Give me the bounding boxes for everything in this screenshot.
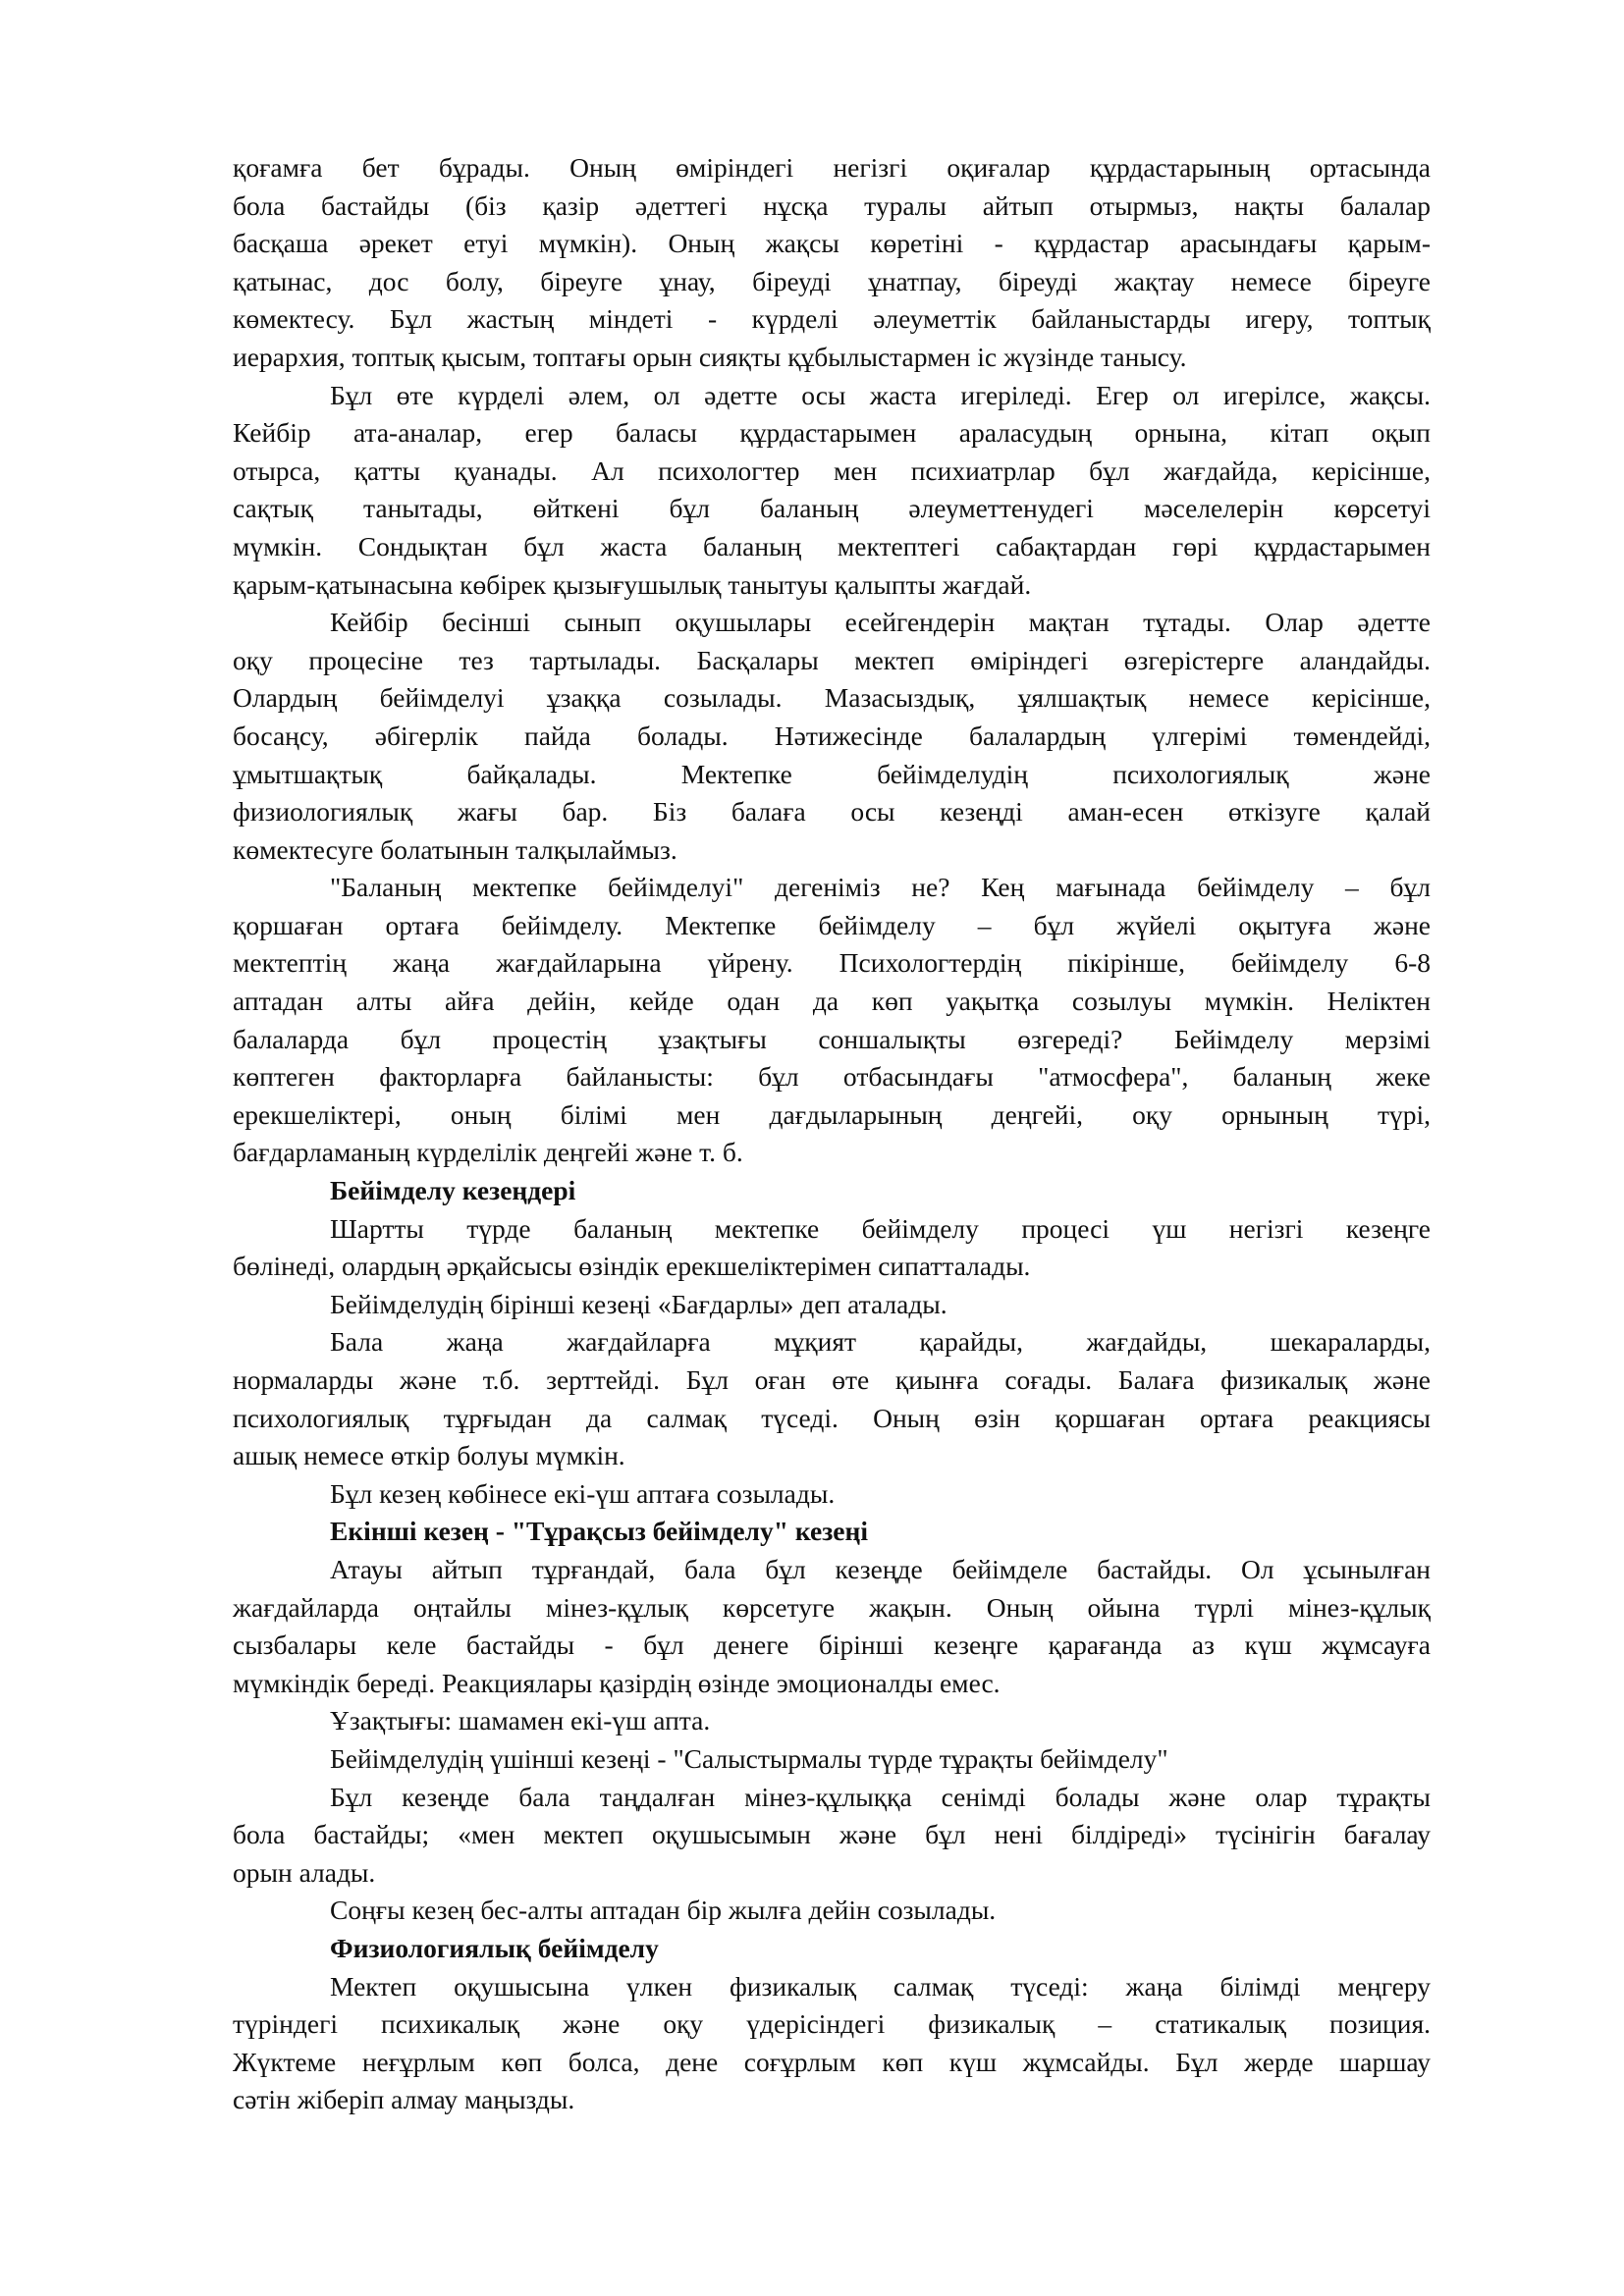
text-line: қарым-қатынасына көбірек қызығушылық танытуы қалыпты жағдай.	[233, 568, 1032, 600]
text-line: Бала жаңа жағдайларға мұқият қарайды, жағдайды, шекараларды,	[330, 1326, 1431, 1358]
text-line: физиологиялық жағы бар. Біз балаға осы кезеңді аман-есен өткізуге қалай	[233, 796, 1431, 828]
text-line: мүмкін. Сондықтан бұл жаста баланың мектептегі сабақтардан гөрі құрдастарымен	[233, 530, 1431, 561]
text-line: отырса, қатты қуанады. Ал психологтер мен психиатрлар бұл жағдайда, керісінше,	[233, 454, 1431, 486]
text-line: сәтін жіберіп алмау маңызды.	[233, 2084, 575, 2115]
text-line: Бұл кезең көбінесе екі-үш аптаға созылады.	[330, 1477, 836, 1509]
paragraph	[233, 1779, 1431, 1893]
heading-text: Екінші кезең - "Тұрақсыз бейімделу" кезеңі	[330, 1516, 868, 1547]
text-line: сақтық танытады, өйткені бұл баланың әлеуметтенудегі мәселелерін көрсетуі	[233, 493, 1431, 524]
text-line: көмектесу. Бұл жастың міндеті - күрделі әлеуметтік байланыстарды игеру, топтық	[233, 303, 1431, 335]
paragraph	[233, 1210, 1431, 1286]
paragraph	[233, 1475, 1431, 1514]
text-line: бөлінеді, олардың әрқайсысы өзіндік ерекшеліктерімен сипатталады.	[233, 1251, 1031, 1282]
text-line: Атауы айтып тұрғандай, бала бұл кезеңде бейімделе бастайды. Ол ұсынылған	[330, 1553, 1431, 1584]
text-line: Бұл өте күрделі әлем, ол әдетте осы жаста игеріледі. Егер ол игерілсе, жақсы.	[330, 379, 1431, 410]
section-heading	[233, 1513, 1431, 1551]
text-line: нормаларды және т.б. зерттейді. Бұл оған өте қиынға соғады. Балаға физикалық және	[233, 1364, 1431, 1395]
text-line: мектептің жаңа жағдайларына үйрену. Психологтердің пікірінше, бейімделу 6-8	[233, 947, 1431, 979]
text-line: Шартты түрде баланың мектепке бейімделу процесі үш негізгі кезеңге	[330, 1212, 1431, 1244]
text-line: ұмытшақтық байқалады. Мектепке бейімделудің психологиялық және	[233, 758, 1431, 789]
text-line: Бейімделудің бірінші кезеңі «Бағдарлы» деп аталады.	[330, 1288, 947, 1319]
text-line: балаларда бұл процестің ұзақтығы соншалықты өзгереді? Бейімделу мерзімі	[233, 1023, 1431, 1054]
text-line: Жүктеме неғұрлым көп болса, дене соғұрлым көп күш жұмсайды. Бұл жерде шаршау	[233, 2046, 1431, 2077]
text-line: түріндегі психикалық және оқу үдерісіндегі физикалық – статикалық позиция.	[233, 2008, 1431, 2040]
text-line: бола бастайды; «мен мектеп оқушысымын және бұл нені білдіреді» түсінігін бағалау	[233, 1819, 1431, 1850]
text-line: аптадан алты айға дейін, кейде одан да көп уақытқа созылуы мүмкін. Неліктен	[233, 986, 1431, 1017]
text-line: басқаша әрекет етуі мүмкін). Оның жақсы көретіні - құрдастар арасындағы қарым-	[233, 228, 1431, 259]
text-line: орын алады.	[233, 1856, 376, 1888]
text-line: Кейбір бесінші сынып оқушылары есейгендерін мақтан тұтады. Олар әдетте	[330, 607, 1431, 638]
paragraph	[233, 869, 1431, 1172]
text-line: Соңғы кезең бес-алты аптадан бір жылға дейін созылады.	[330, 1895, 997, 1926]
paragraph	[233, 1323, 1431, 1474]
paragraph	[233, 1892, 1431, 1930]
text-line: иерархия, топтық қысым, топтағы орын сияқты құбылыстармен іс жүзінде танысу.	[233, 341, 1187, 372]
paragraph	[233, 604, 1431, 869]
paragraph	[233, 1551, 1431, 1702]
heading-text: Физиологиялық бейімделу	[330, 1932, 659, 1963]
paragraph	[233, 1968, 1431, 2119]
text-line: "Баланың мектепке бейімделуі" дегеніміз не? Кең мағынада бейімделу – бұл	[330, 872, 1431, 903]
text-line: ерекшеліктері, оның білімі мен дағдыларының деңгейі, оқу орнының түрі,	[233, 1098, 1431, 1130]
text-line: ашық немесе өткір болуы мүмкін.	[233, 1440, 625, 1471]
text-line: Олардың бейімделуі ұзаққа созылады. Мазасыздық, ұялшақтық немесе керісінше,	[233, 682, 1431, 714]
paragraph	[233, 1740, 1431, 1779]
text-line: Ұзақтығы: шамамен екі-үш апта.	[330, 1705, 711, 1736]
section-heading	[233, 1930, 1431, 1968]
text-line: көмектесуге болатынын талқылаймыз.	[233, 833, 677, 865]
paragraph	[233, 149, 1431, 377]
document-page	[233, 149, 1431, 2119]
text-line: қоғамға бет бұрады. Оның өміріндегі негізгі оқиғалар құрдастарының ортасында	[233, 152, 1431, 183]
text-line: қатынас, дос болу, біреуге ұнау, біреуді ұнатпау, біреуді жақтау немесе біреуге	[233, 265, 1431, 296]
text-line: жағдайларда оңтайлы мінез-құлық көрсетуге жақын. Оның ойына түрлі мінез-құлық	[233, 1591, 1431, 1623]
text-line: босаңсу, әбігерлік пайда болады. Нәтижесінде балалардың үлгерімі төмендейді,	[233, 720, 1431, 751]
text-line: бола бастайды (біз қазір әдеттегі нұсқа туралы айтып отырмыз, нақты балалар	[233, 189, 1431, 221]
paragraph	[233, 1286, 1431, 1324]
text-line: мүмкіндік береді. Реакциялары қазірдің өзінде эмоционалды емес.	[233, 1667, 1001, 1698]
text-line: Бейімделудің үшінші кезеңі - "Салыстырмалы түрде тұрақты бейімделу"	[330, 1742, 1168, 1774]
paragraph	[233, 1702, 1431, 1740]
text-line: сызбалары келе бастайды - бұл денеге бірінші кезеңге қарағанда аз күш жұмсауға	[233, 1629, 1431, 1661]
text-line: бағдарламаның күрделілік деңгейі және т. б.	[233, 1137, 743, 1168]
heading-text: Бейімделу кезеңдері	[330, 1175, 576, 1206]
text-line: Кейбір ата-аналар, егер баласы құрдастарымен араласудың орнына, кітап оқып	[233, 417, 1431, 449]
section-heading	[233, 1172, 1431, 1210]
paragraph	[233, 377, 1431, 605]
text-line: қоршаған ортаға бейімделу. Мектепке бейімделу – бұл жүйелі оқытуға және	[233, 909, 1431, 940]
text-line: психологиялық тұрғыдан да салмақ түседі. Оның өзін қоршаған ортаға реакциясы	[233, 1402, 1431, 1433]
text-line: көптеген факторларға байланысты: бұл отбасындағы "атмосфера", баланың жеке	[233, 1061, 1431, 1093]
text-line: Бұл кезеңде бала таңдалған мінез-құлыққа сенімді болады және олар тұрақты	[330, 1781, 1431, 1812]
text-line: Мектеп оқушысына үлкен физикалық салмақ түседі: жаңа білімді меңгеру	[330, 1970, 1431, 2002]
text-line: оқу процесіне тез тартылады. Басқалары мектеп өміріндегі өзгерістерге аландайды.	[233, 644, 1431, 675]
